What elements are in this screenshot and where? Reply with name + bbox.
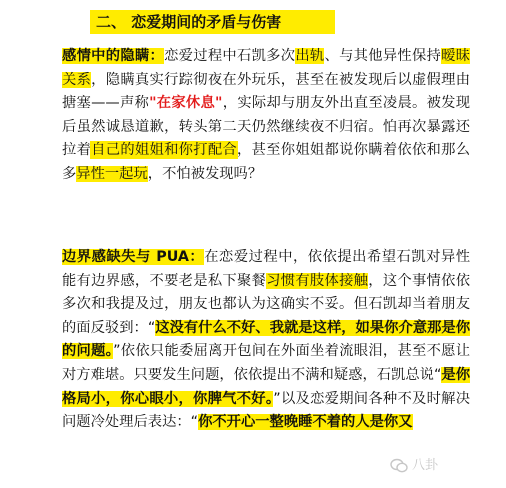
text-run: ，隐瞒真实行踪彻夜在外玩乐，甚至在被发现后以虚假理由搪塞——声称: [62, 71, 471, 112]
highlight-ambiguous: 暧昧关系: [62, 48, 471, 88]
text-run: ，这个事情依依多次和我提及过，朋友也都认为这确实不妥。但石凯却当着朋友的面反驳到：“: [62, 272, 471, 336]
text-run: ，甚至你姐姐都说你瞒着依依和那么多: [62, 142, 471, 182]
highlight-sister: 自己的姐姐和你打配合: [91, 142, 237, 159]
highlight-cheating: 出轨: [295, 48, 325, 64]
highlight-physical-contact: 习惯有肢体接触: [266, 272, 369, 289]
watermark-text: 八卦: [412, 458, 439, 473]
boundaries-title: 边界感缺失与 PUA：: [62, 249, 205, 265]
paragraph-concealment: [62, 45, 470, 187]
text-run: ”以及恋爱期间各种不及时解决问题冷处理后表达：“: [62, 390, 470, 431]
quote-at-home: "在家休息": [149, 95, 223, 112]
quote-unhappy: 你不开心一整晚睡不着的人是你又: [198, 414, 413, 431]
text-run: ，实际却与朋友外出直至凌晨。被发现后虽然诚恳道歉，转头第二天仍然继续夜不归宿。怕再次暴露还拉着: [62, 95, 471, 159]
text-run: ”依依只能委屈离开包间在外面坐着流眼泪，甚至不愿让对方难堪。只要发生问题，依依提出不满和疑惑，石凯总说“: [62, 343, 471, 383]
quote-your-problem: 这没有什么不好、我就是这样，如果你介意那是你的问题。: [62, 319, 470, 360]
text-run: ，不怕被发现吗？: [147, 165, 263, 182]
section-heading: 二、 恋爱期间的矛盾与伤害: [90, 10, 335, 34]
highlight-opposite-sex: 异性一起玩: [76, 165, 148, 182]
watermark: [390, 456, 438, 476]
text-run: 在恋爱过程中，依依提出希望石凯对异性能有边界感，不要老是私下聚餐: [62, 249, 470, 289]
paragraph-boundaries: [62, 246, 470, 435]
wechat-icon: [390, 458, 408, 474]
concealment-title: 感情中的隐瞒：: [62, 48, 165, 64]
text-run: 恋爱过程中石凯多次: [164, 48, 296, 64]
text-run: 、与其他异性保持: [324, 48, 442, 64]
quote-narrow-minded: 是你格局小，你心眼小，你脾气不好。: [62, 366, 471, 407]
